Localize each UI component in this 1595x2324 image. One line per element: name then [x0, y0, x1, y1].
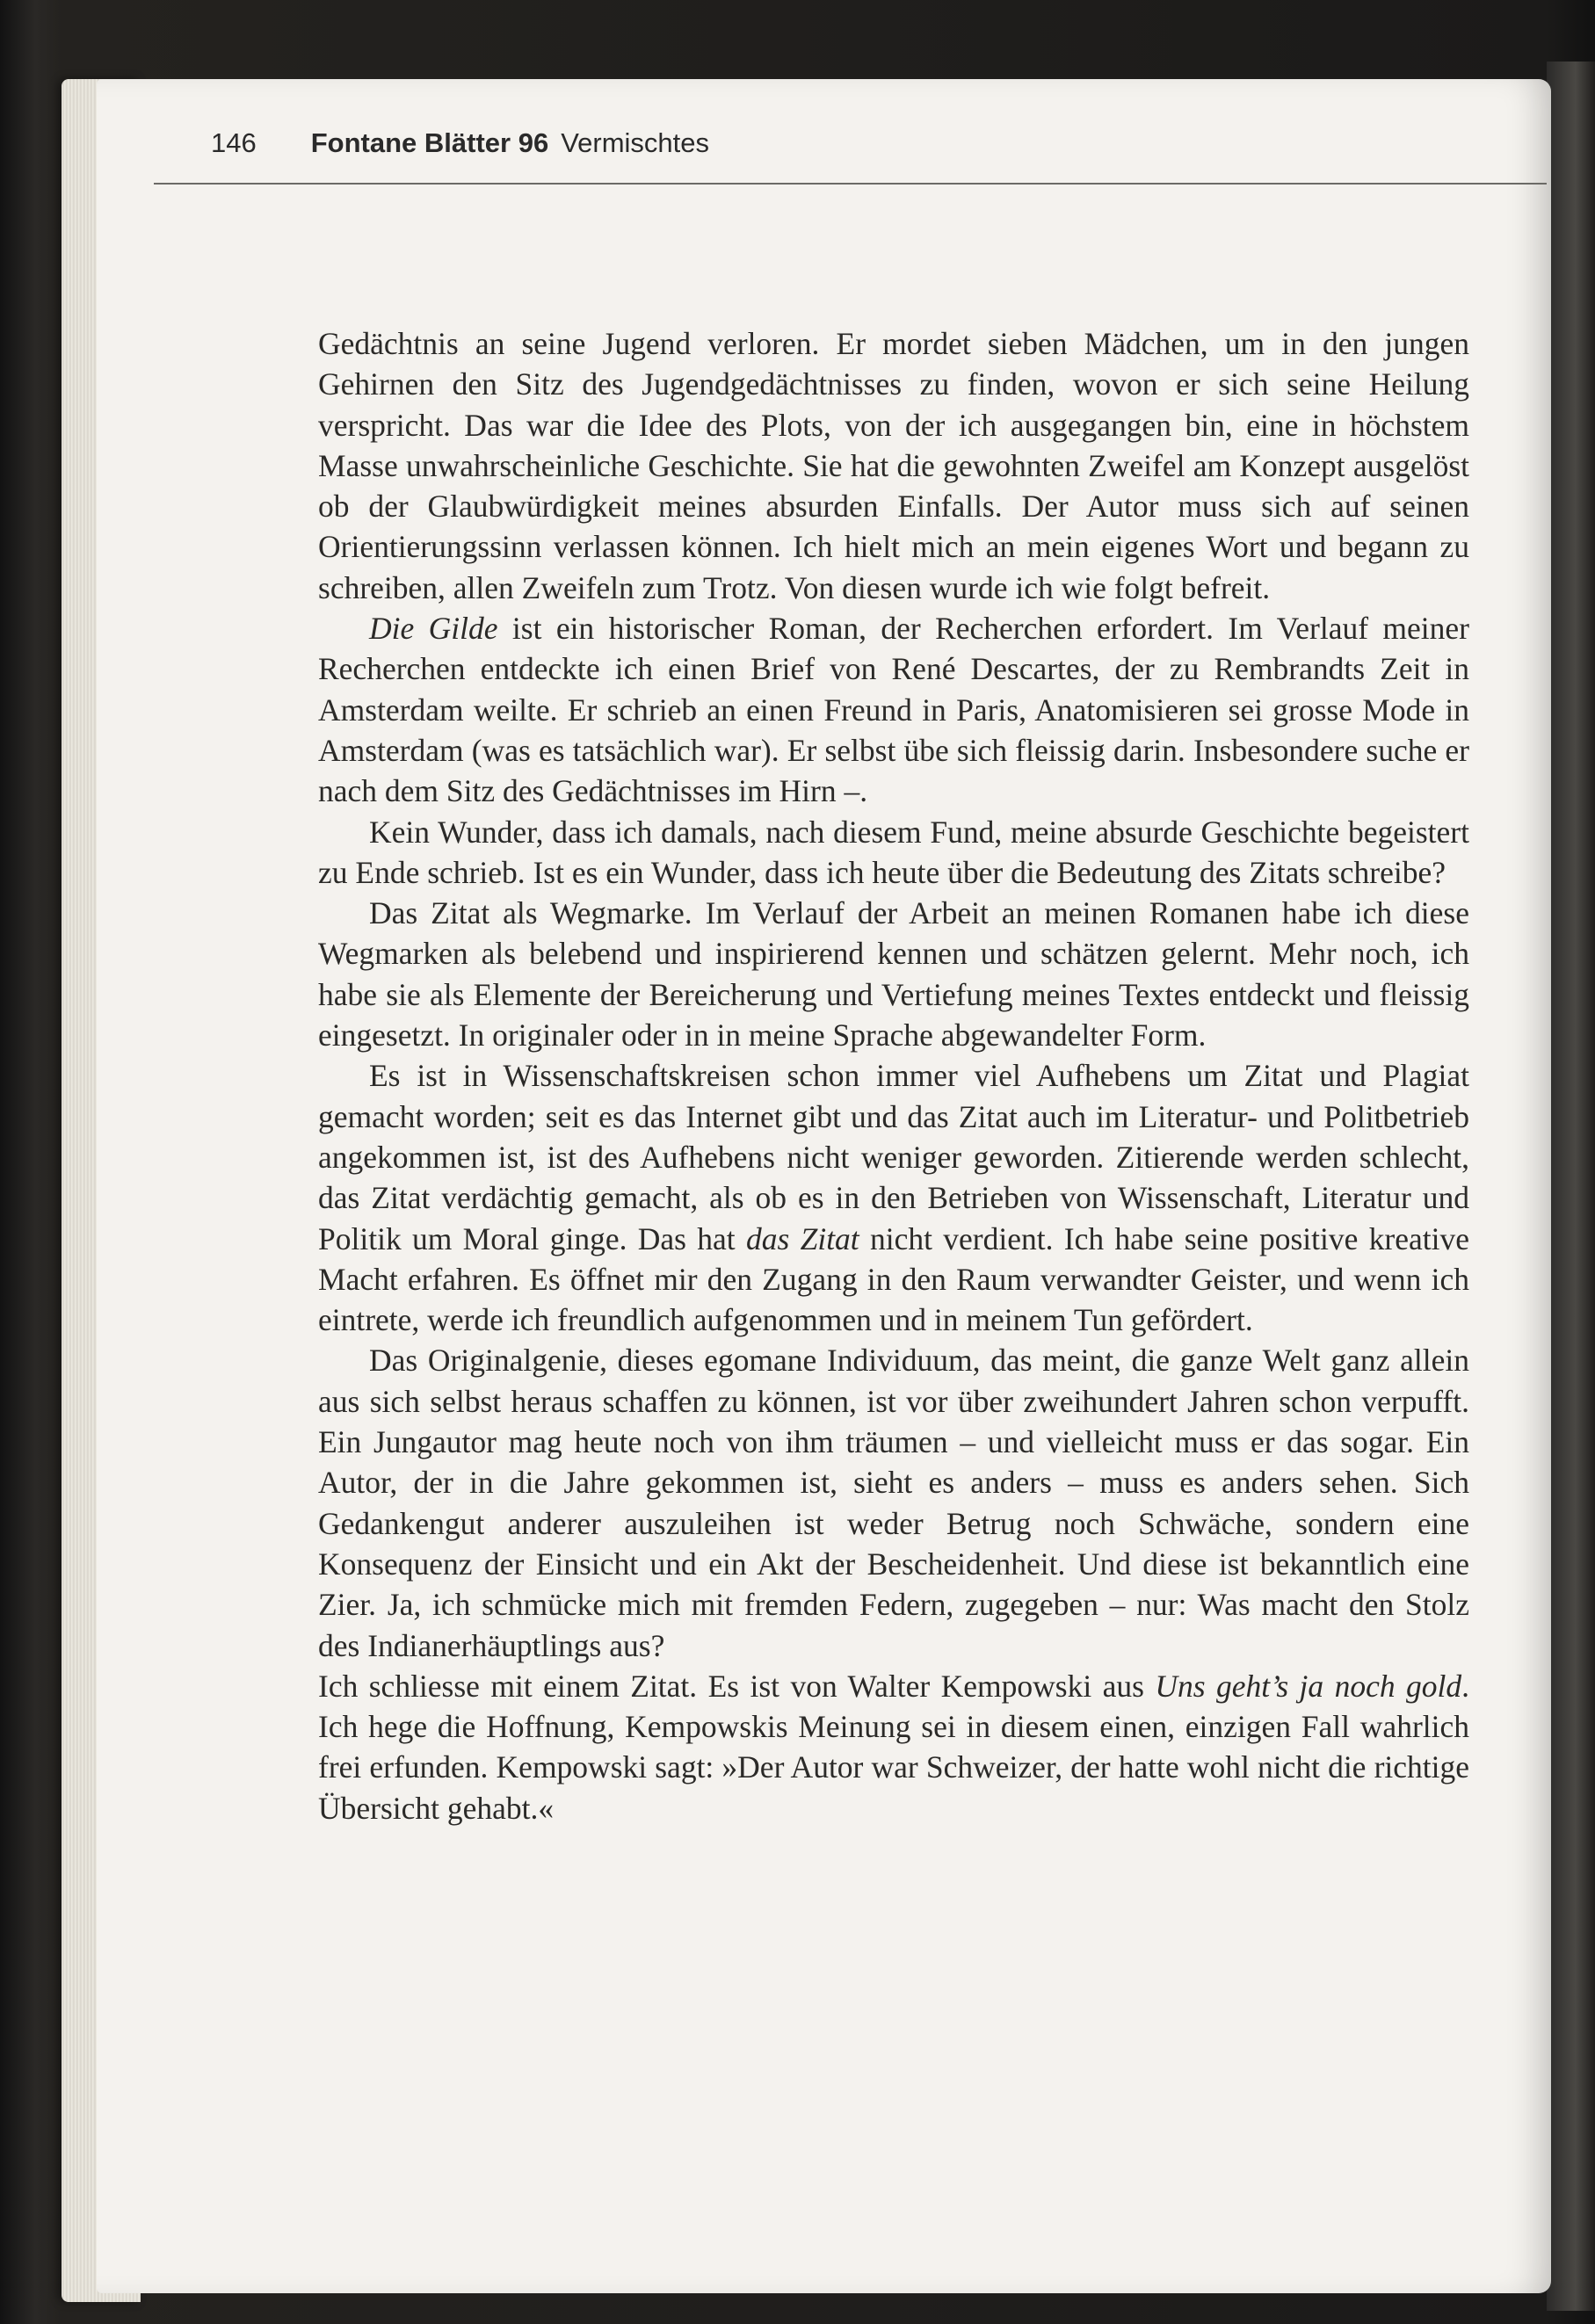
- header-rule: [154, 183, 1547, 185]
- running-header: [211, 127, 709, 159]
- paragraph: Das Originalgenie, dieses egomane Individuum, das meint, die ganze Welt ganz allein aus sich selbst heraus schaffen zu können, ist vor über zweihundert Jahren schon verpufft. Ein Jungautor mag heute noch von ihm träumen – und vielleicht muss er das sogar. Ein Autor, der in die Jahre gekommen ist, sieht es anders – muss es anders sehen. Sich Gedankengut anderer auszuleihen ist weder Betrug noch Schwäche, sondern eine Konsequenz der Einsicht und ein Akt der Bescheidenheit. Und diese ist bekanntlich eine Zier. Ja, ich schmücke mich mit fremden Federn, zugegeben – nur: Was macht den Stolz des Indianerhäuptlings aus?: [318, 1343, 1469, 1663]
- section-title: Vermischtes: [561, 127, 710, 158]
- paragraph: Es ist in Wissenschaftskreisen schon immer viel Aufhebens um Zitat und Plagiat gemacht worden; seit es das Internet gibt und das Zitat auch im Literatur- und Politbetrieb angekommen ist, ist des Aufhebens nicht weniger geworden. Zitierende werden schlecht, das Zitat verdächtig gemacht, als ob es in den Betrieben von Wissenschaft, Literatur und Politik um Moral ginge. Das hat das Zitat nicht verdient. Ich habe seine positive kreative Macht erfahren. Es öffnet mir den Zugang in den Raum verwandter Geister, und wenn ich eintrete, werde ich freundlich aufgenommen und in meinem Tun gefördert.: [318, 1058, 1469, 1338]
- paragraph: Gedächtnis an seine Jugend verloren. Er mordet sieben Mädchen, um in den jungen Gehirnen den Sitz des Jugendgedächtnisses zu finden, wovon er sich seine Heilung verspricht. Das war die Idee des Plots, von der ich ausgegangen bin, eine in höchstem Masse unwahrscheinliche Geschichte. Sie hat die gewohnten Zweifel am Konzept ausgelöst ob der Glaubwürdigkeit meines absurden Einfalls. Der Autor muss sich auf seinen Orientierungssinn verlassen können. Ich hielt mich an mein eigenes Wort und begann zu schreiben, allen Zweifeln zum Trotz. Von diesen wurde ich wie folgt befreit.: [318, 326, 1469, 605]
- italic-title: Uns geht’s ja noch gold: [1155, 1668, 1462, 1704]
- italic-emphasis: das Zitat: [745, 1220, 859, 1256]
- paragraph: Kein Wunder, dass ich damals, nach diesem Fund, meine absurde Geschichte begeistert zu Ende schrieb. Ist es ein Wunder, dass ich heute über die Bedeutung des Zitats schreibe?: [318, 814, 1469, 890]
- paragraph: Ich schliesse mit einem Zitat. Es ist von Walter Kempowski aus Uns geht’s ja noch gold. Ich hege die Hoffnung, Kempowskis Meinung sei in diesem einen, einzigen Fall wahrlich frei erfunden. Kempowski sagt: »Der Autor war Schweizer, der hatte wohl nicht die richtige Übersicht gehabt.«: [318, 1668, 1469, 1826]
- body-text: [318, 323, 1469, 1828]
- italic-title: Die Gilde: [369, 611, 498, 647]
- journal-title: Fontane Blätter 96: [310, 127, 549, 158]
- paragraph: Das Zitat als Wegmarke. Im Verlauf der Arbeit an meinen Romanen habe ich diese Wegmarken als belebend und inspirierend kennen und schätzen gelernt. Mehr noch, ich habe sie als Elemente der Bereicherung und Vertiefung meines Textes entdeckt und fleissig eingesetzt. In originaler oder in in meine Sprache abgewandelter Form.: [318, 895, 1469, 1053]
- page-number: 146: [211, 127, 257, 158]
- book-gutter: [1547, 62, 1595, 2311]
- paragraph: Die Gilde ist ein historischer Roman, der Recherchen erfordert. Im Verlauf meiner Recherchen entdeckte ich einen Brief von René Descartes, der zu Rembrandts Zeit in Amsterdam weilte. Er schrieb an einen Freund in Paris, Anatomisieren sei grosse Mode in Amsterdam (was es tatsächlich war). Er selbst übe sich fleissig darin. Insbesondere suche er nach dem Sitz des Gedächtnisses im Hirn –.: [318, 611, 1469, 809]
